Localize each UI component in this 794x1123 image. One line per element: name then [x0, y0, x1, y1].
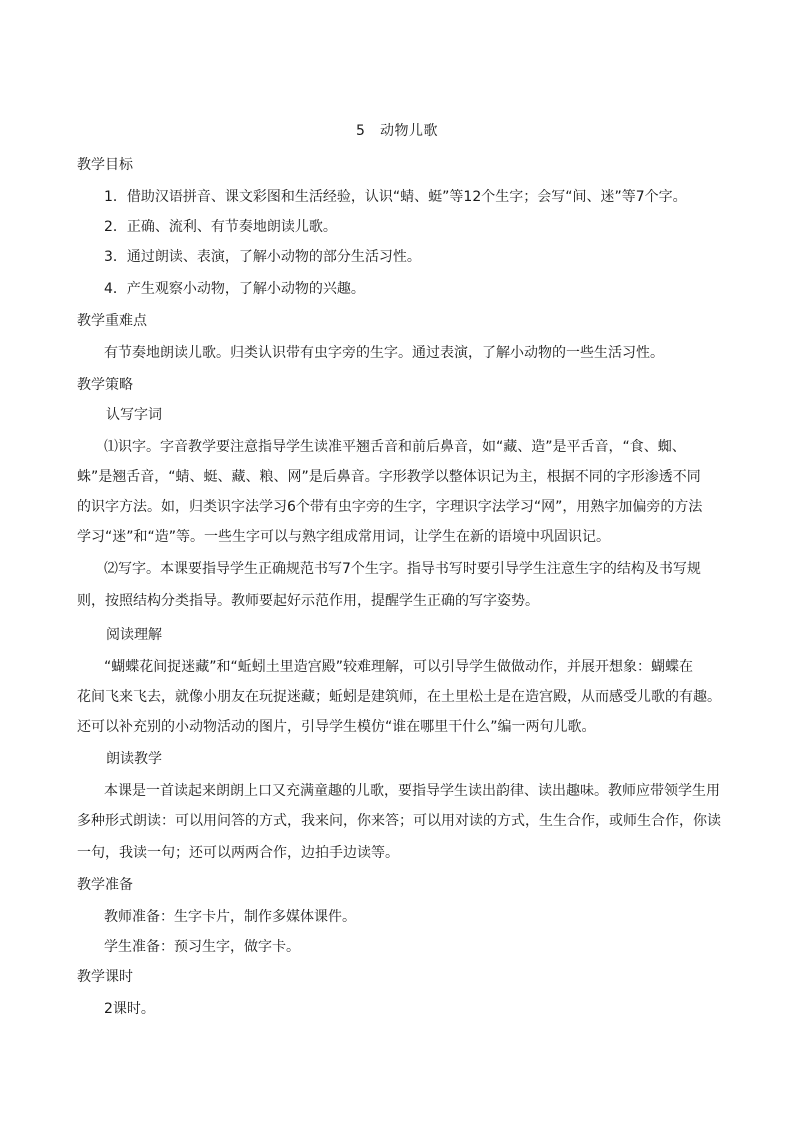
heading-hours: 教学课时: [77, 969, 133, 985]
subheading-aloud: 朗读教学: [106, 751, 162, 767]
subheading-reading: 阅读理解: [106, 627, 162, 643]
heading-goals: 教学目标: [77, 157, 133, 173]
heading-key-points: 教学重难点: [77, 313, 147, 329]
paragraph-line: 学习“迷”和“造”等。一些生字可以与熟字组成常用词，让学生在新的语境中巩固识记。: [77, 529, 611, 545]
prep-teacher: 教师准备：生字卡片，制作多媒体课件。: [104, 909, 356, 925]
hours-text: 2课时。: [104, 1001, 155, 1017]
paragraph-line: ⑵写字。本课要指导学生正确规范书写7个生字。指导书写时要引导学生注意生字的结构及书写规: [104, 561, 701, 577]
paragraph-line: “蝴蝶花间捉迷藏”和“蚯蚓土里造宫殿”较难理解，可以引导学生做做动作，并展开想象：蝴蝶在: [104, 659, 694, 675]
paragraph-line: 蛛”是翘舌音，“蜻、蜓、藏、粮、网”是后鼻音。字形教学以整体识记为主，根据不同的字形渗透不同: [77, 469, 701, 485]
prep-student: 学生准备：预习生字，做字卡。: [104, 939, 300, 955]
goal-item: 4．产生观察小动物，了解小动物的兴趣。: [104, 281, 365, 297]
paragraph-line: 一句，我读一句；还可以两两合作，边拍手边读等。: [77, 845, 399, 861]
paragraph-line: ⑴识字。字音教学要注意指导学生读准平翘舌音和前后鼻音，如“藏、造”是平舌音，“食、蜘、: [104, 439, 686, 455]
lesson-title: 5 动物儿歌: [356, 123, 438, 139]
goal-item: 1．借助汉语拼音、课文彩图和生活经验，认识“蜻、蜓”等12个生字；会写“间、迷”等7个字。: [104, 189, 687, 205]
goal-item: 2．正确、流利、有节奏地朗读儿歌。: [104, 219, 337, 235]
key-points-text: 有节奏地朗读儿歌。归类认识带有虫字旁的生字。通过表演，了解小动物的一些生活习性。: [104, 345, 664, 361]
paragraph-line: 本课是一首读起来朗朗上口又充满童趣的儿歌，要指导学生读出韵律、读出趣味。教师应带领学生用: [104, 783, 720, 799]
paragraph-line: 的识字方法。如，归类识字法学习6个带有虫字旁的生字，字理识字法学习“网”，用熟字加偏旁的方法: [77, 499, 703, 515]
goal-item: 3．通过朗读、表演，了解小动物的部分生活习性。: [104, 249, 421, 265]
paragraph-line: 则，按照结构分类指导。教师要起好示范作用，提醒学生正确的写字姿势。: [77, 593, 539, 609]
paragraph-line: 花间飞来飞去，就像小朋友在玩捉迷藏；蚯蚓是建筑师，在土里松土是在造宫殿，从而感受儿歌的有趣。: [77, 689, 721, 705]
heading-preparation: 教学准备: [77, 877, 133, 893]
paragraph-line: 还可以补充别的小动物活动的图片，引导学生模仿“谁在哪里干什么”编一两句儿歌。: [77, 719, 596, 735]
heading-strategy: 教学策略: [77, 377, 133, 393]
subheading-words: 认写字词: [106, 407, 162, 423]
paragraph-line: 多种形式朗读：可以用问答的方式，我来问，你来答；可以用对读的方式，生生合作，或师生合作，你读: [77, 813, 721, 829]
